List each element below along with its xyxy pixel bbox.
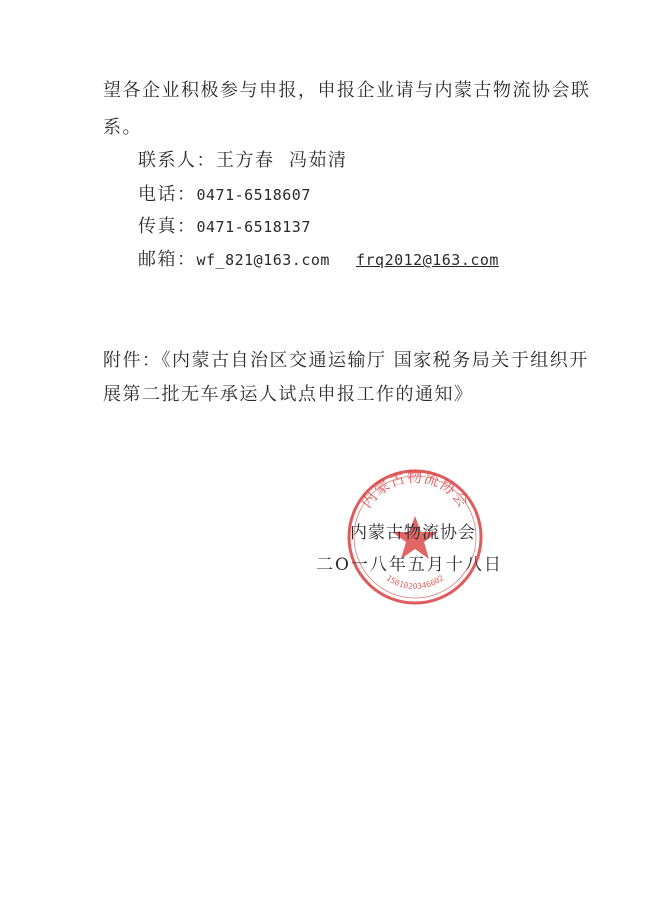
contact-email	[138, 248, 330, 272]
contact-persons-label: 联系人：	[138, 150, 216, 171]
contact-fax	[138, 215, 311, 239]
contact-persons	[138, 149, 347, 173]
attachment-line-2: 展第二批无车承运人试点申报工作的通知》	[103, 384, 474, 405]
fax-label: 传真：	[138, 216, 197, 237]
stamp-arc-text: 内蒙古物流协会	[357, 467, 473, 512]
email-1[interactable]: wf_821@163.com	[196, 251, 330, 269]
contact-phone	[138, 183, 311, 207]
body-paragraph-line-1: 望各企业积极参与申报，申报企业请与内蒙古物流协会联	[103, 80, 591, 101]
phone-label: 电话：	[138, 184, 197, 205]
signature-organization: 内蒙古物流协会	[350, 523, 476, 543]
contact-persons-value: 王方春 冯茹清	[216, 150, 348, 171]
body-paragraph-line-2: 系。	[103, 117, 142, 138]
phone-value: 0471-6518607	[196, 186, 311, 204]
fax-value: 0471-6518137	[196, 218, 311, 236]
attachment-line-1: 附件：《内蒙古自治区交通运输厅 国家税务局关于组织开	[103, 350, 589, 371]
signature-date: 二O一八年五月十八日	[316, 555, 503, 575]
email-2[interactable]: frq2012@163.com	[356, 251, 499, 269]
email-label: 邮箱：	[138, 249, 197, 270]
stamp-serial-number: 1501020346602	[384, 573, 446, 592]
